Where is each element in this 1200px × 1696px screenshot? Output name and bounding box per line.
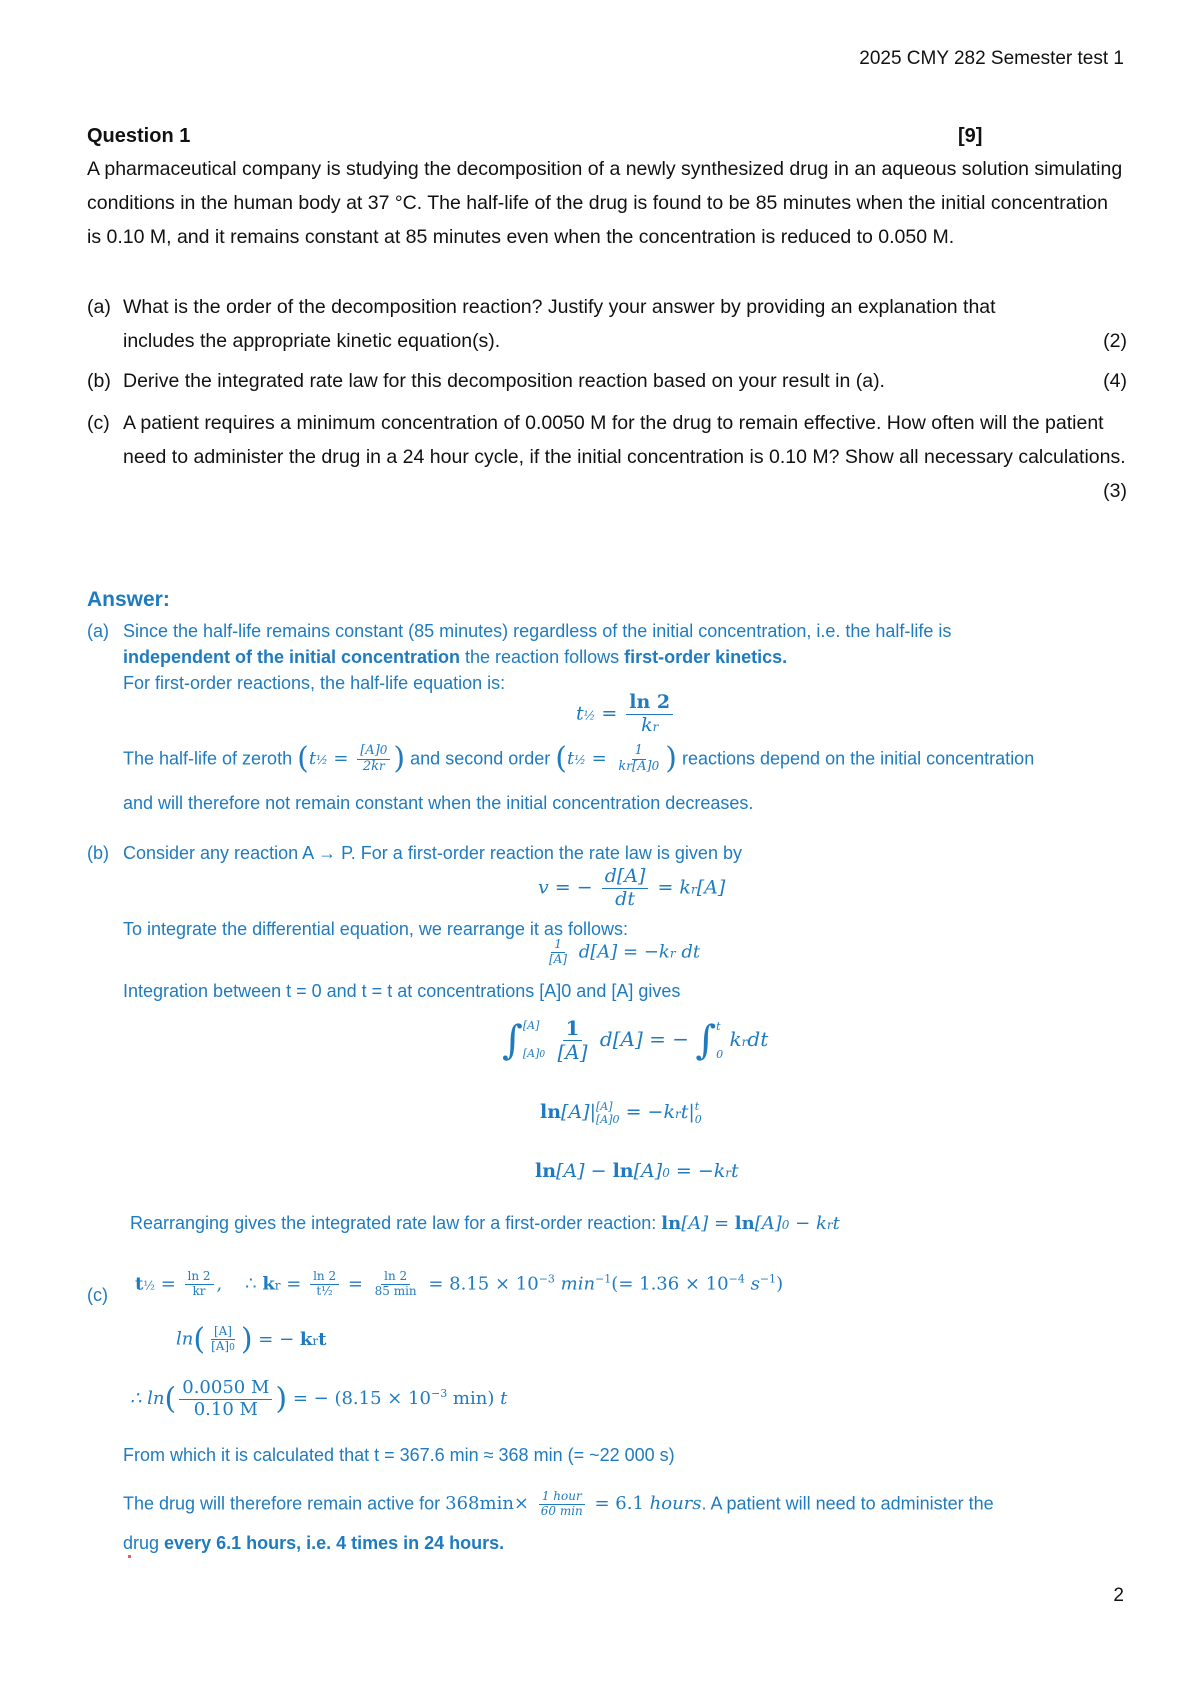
answer-c-final-line2: drug every 6.1 hours, i.e. 4 times in 24 hours. [123, 1533, 505, 1553]
part-label: (c) [87, 412, 110, 434]
answer-b-line3: Integration between t = 0 and t = t at concentrations [A]0 and [A] gives [123, 981, 681, 1001]
answer-c-label: (c) [87, 1285, 108, 1305]
part-text: Derive the integrated rate law for this decomposition reaction based on your result in (a). [123, 370, 885, 392]
answer-b-label: (b) [87, 843, 109, 863]
stray-mark [128, 1555, 131, 1558]
hours-conversion: 368min× $\frac{\text{1 hour}}{60 \min}$ = 6.1 hours [445, 1489, 702, 1518]
answer-a-line3: For first-order reactions, the half-life equation is: [123, 673, 506, 693]
question-marks: [9] [958, 125, 983, 147]
question-intro: A pharmaceutical company is studying the decomposition of a newly synthesized drug in an aqueous solution simulating conditions in the human body at 37 °C. The half-life of the drug is found to be 85 minutes when the initial concentration is 0.10 M, and it remains constant at 85 minutes even when the concentration is reduced to 0.050 M. [87, 158, 1123, 248]
part-marks: (2) [1103, 330, 1127, 352]
rate-law-equation: v = − $\frac{d[A]}{dt}$ = kr[A] [538, 865, 726, 910]
substituted-equation: ∴ ln( $\frac{0.0050 M}{0.10 M}$ ) = − ($8.15 \times 10^{-3}$ min) t [130, 1377, 508, 1420]
question-part-a [87, 290, 1127, 358]
answer-b-line2: To integrate the differential equation, we rearrange it as follows: [123, 919, 628, 939]
question-part-c [87, 406, 1127, 502]
integrated-step-1: ln[A]| [A] [A]0 = −krt| t 0 [540, 1100, 702, 1126]
answer-a-line2: independent of the initial concentration the reaction follows first-order kinetics. [123, 647, 788, 667]
part-text: A patient requires a minimum concentration of 0.0050 M for the drug to remain effective. How often will the patient need to administer the drug in a 24 hour cycle, if the initial concentration is 0.10 M? Show all necessary calculations. [123, 412, 1126, 468]
half-life-first-order-equation: t½ = $\frac{\ln 2}{kr}$ [576, 692, 676, 737]
second-order-half-life: (t½ = $\frac{1}{kr[A]0}$ ) [555, 741, 677, 777]
zeroth-order-half-life: (t½ = $\frac{[A]0}{2kr}$ ) [297, 741, 406, 777]
part-marks: (4) [1103, 370, 1127, 392]
integrated-rate-law: ln[A] = ln[A]0 − krt [661, 1213, 840, 1234]
answer-a-line5: and will therefore not remain constant when the initial concentration decreases. [123, 793, 754, 813]
answer-c-result: From which it is calculated that t = 367.6 min ≈ 368 min (= ~22 000 s) [123, 1445, 675, 1465]
separated-equation: $\frac{1}{[A]}$ d[A] = −kr dt [549, 937, 701, 966]
page-header: 2025 CMY 282 Semester test 1 [859, 48, 1124, 69]
page-number: 2 [1113, 1585, 1124, 1606]
part-text: What is the order of the decomposition reaction? Justify your answer by providing an explanation that includes the appropriate kinetic equation(s). [123, 296, 996, 352]
answer-b-line1: Consider any reaction A → P. For a first-order reaction the rate law is given by [123, 843, 742, 863]
answer-c-final-line1: The drug will therefore remain active for 368min× $\frac{\text{1 hour}}{60 \min}$ = 6.1 hours. A patient will need to administer the [123, 1489, 994, 1518]
answer-a-line1: Since the half-life remains constant (85 minutes) regardless of the initial concentration, i.e. the half-life is [123, 621, 952, 641]
part-marks: (3) [1103, 480, 1127, 502]
answer-a-line4: The half-life of zeroth (t½ = $\frac{[A]0}{2kr}$ ) and second order (t½ = $\frac{1}{kr[A]0}$ ) reactions depend on the initial concentration [123, 741, 1035, 777]
answer-title: Answer: [87, 588, 170, 611]
answer-b-line4: Rearranging gives the integrated rate law for a first-order reaction: ln[A] = ln[A]0 − krt [130, 1213, 840, 1234]
question-title: Question 1 [87, 125, 191, 147]
integral-equation: ∫ [A] [A]0 $\frac{1}{[A]}$ d[A] = − ∫ t 0 krdt [502, 1016, 769, 1064]
integrated-step-2: ln[A] − ln[A]0 = −krt [535, 1160, 739, 1182]
log-ratio-equation: ln( $\frac{[A]}{[A]0}$ ) = − krt [176, 1322, 327, 1357]
part-label: (a) [87, 296, 111, 318]
question-part-b [87, 364, 1127, 398]
answer-a-label: (a) [87, 621, 109, 641]
part-label: (b) [87, 370, 111, 392]
rate-constant-calculation: t½ = $\frac{\ln 2}{kr}$ , ∴ kr = $\frac{\ln 2}{\text{t½}}$ = $\frac{\ln 2}{85 \min}$ = $8.15 \times 10^{-3}$ $\min^{-1}(= 1.36 \times 10^{-4}$ $s^{-1}$) [135, 1269, 784, 1298]
answer-a-text [123, 618, 1123, 696]
